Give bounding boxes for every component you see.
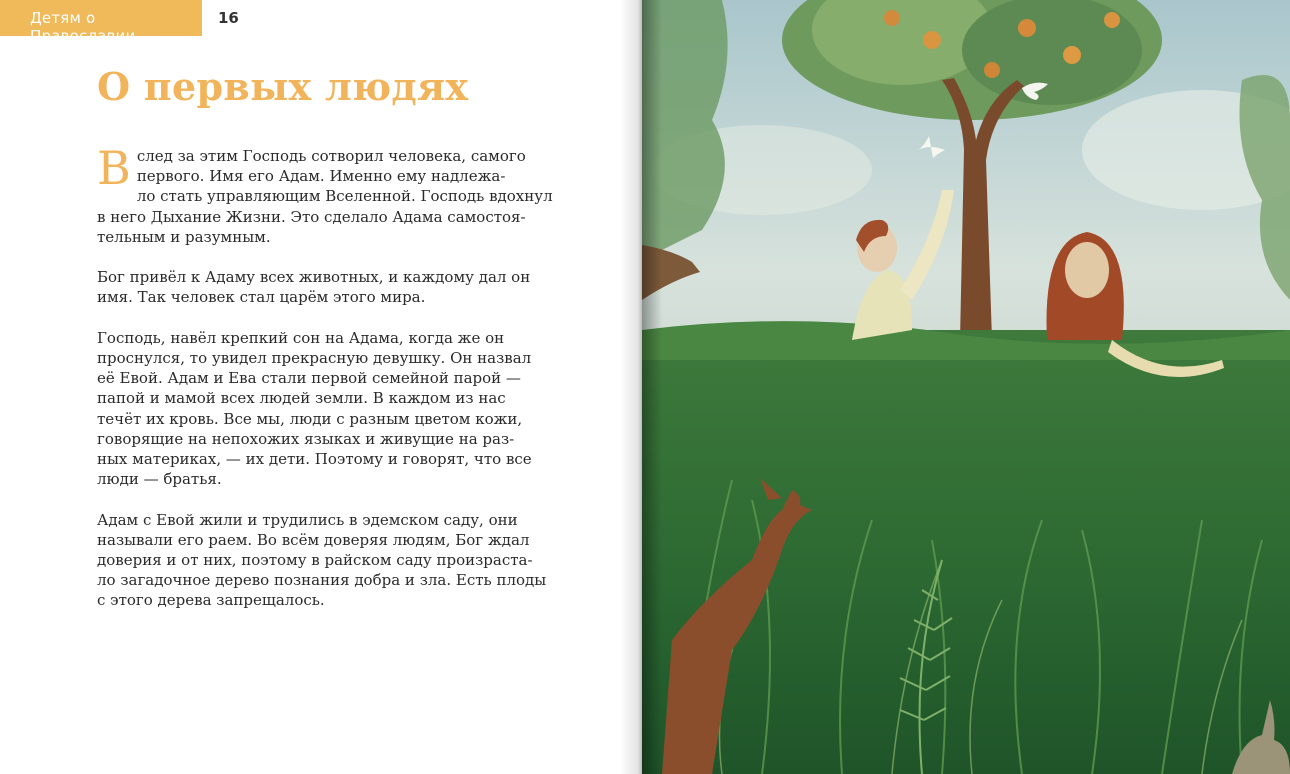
line: ных материках, — их дети. Поэтому и говорят, что все	[97, 450, 532, 469]
paragraph-3	[97, 328, 567, 490]
line: тельным и разумным.	[97, 227, 271, 246]
line: папой и мамой всех людей земли. В каждом из нас	[97, 389, 506, 408]
line: течёт их кровь. Все мы, люди с разным цветом кожи,	[97, 409, 523, 428]
page-number: 16	[218, 9, 239, 27]
line: в него Дыхание Жизни. Это сделало Адама самостоя-	[97, 207, 526, 226]
line: Господь, навёл крепкий сон на Адама, когда же он	[97, 328, 505, 347]
line: имя. Так человек стал царём этого мира.	[97, 288, 426, 307]
paragraph-2	[97, 267, 567, 307]
line: называли его раем. Во всём доверяя людям, Бог ждал	[97, 530, 530, 549]
drop-cap: В	[97, 141, 131, 195]
line: Бог привёл к Адаму всех животных, и каждому дал он	[97, 268, 531, 287]
line: первого. Имя его Адам. Именно ему надлежа-	[136, 167, 506, 186]
line: её Евой. Адам и Ева стали первой семейной парой —	[97, 369, 521, 388]
garden-of-eden-illustration	[642, 0, 1290, 774]
line: люди — братья.	[97, 470, 222, 489]
line: с этого дерева запрещалось.	[97, 591, 325, 610]
line: Адам с Евой жили и трудились в эдемском саду, они	[97, 510, 518, 529]
chapter-title: О первых людях	[97, 64, 469, 109]
left-page	[0, 0, 640, 774]
paragraph-4	[97, 510, 567, 611]
line: ло загадочное дерево познания добра и зла. Есть плоды	[97, 571, 547, 590]
line: след за этим Господь сотворил человека, самого	[136, 147, 526, 165]
line: ло стать управляющим Вселенной. Господь вдохнул	[136, 187, 553, 206]
series-header-tab	[0, 0, 202, 45]
line: говорящие на непохожих языках и живущие на раз-	[97, 429, 515, 448]
series-label: Детям о Православии	[30, 9, 136, 45]
body-text	[97, 141, 567, 631]
line: проснулся, то увидел прекрасную девушку. Он назвал	[97, 349, 532, 367]
paragraph-1	[97, 141, 567, 247]
line: доверия и от них, поэтому в райском саду произраста-	[97, 551, 533, 570]
